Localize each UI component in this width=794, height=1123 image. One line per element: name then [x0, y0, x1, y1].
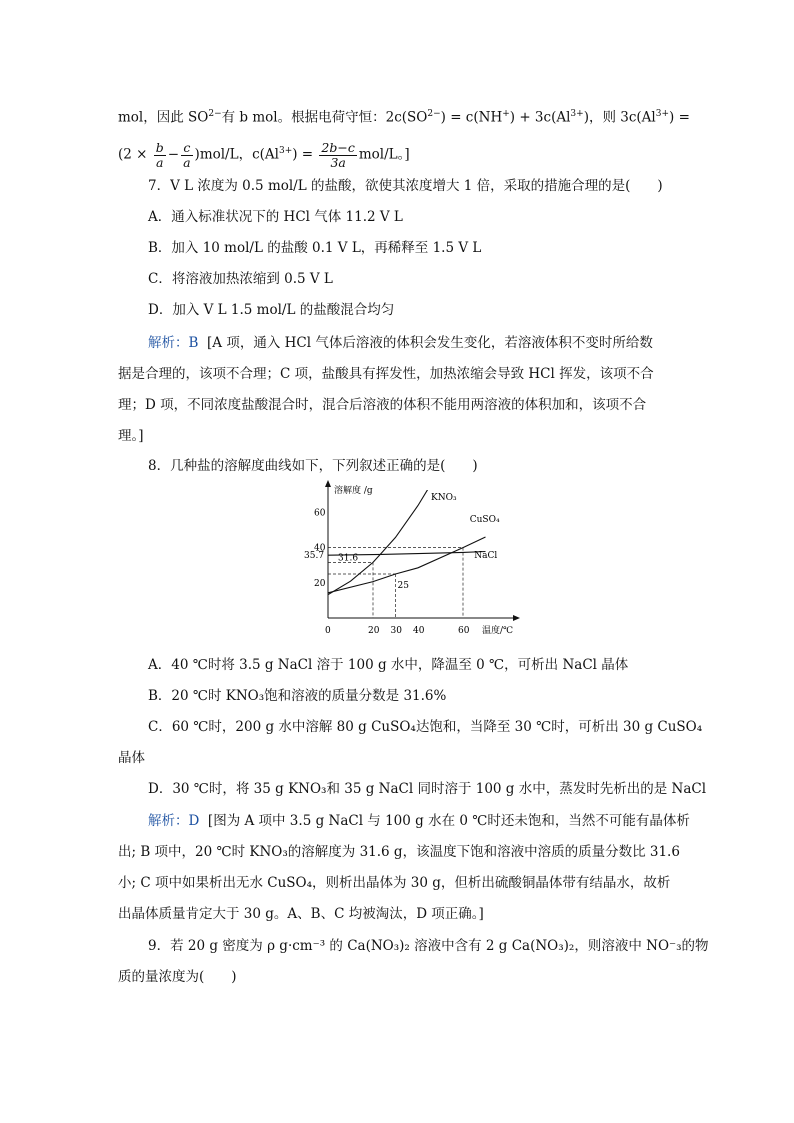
q7-option-a: A．通入标准状况下的 HCl 气体 11.2 V L — [148, 209, 403, 225]
x-axis-arrow — [513, 615, 520, 621]
fraction-numerator: b — [155, 139, 164, 155]
series-label-cuso4: CuSO₄ — [469, 515, 500, 525]
intro-text: ) = — [292, 146, 314, 163]
solubility-chart — [300, 478, 530, 643]
q8-option-b: B．20 ℃时 KNO₃饱和溶液的质量分数是 31.6% — [148, 688, 447, 704]
y-tick-label: 60 — [314, 508, 326, 519]
q8-answer-line-1 — [148, 811, 690, 831]
q7-answer-line-2: 据是合理的，该项不合理；C 项，盐酸具有挥发性，加热浓缩会导致 HCl 挥发，该项不合 — [118, 366, 654, 382]
y-tick-label: 35.7 — [304, 551, 325, 562]
q8-option-a: A．40 ℃时将 3.5 g NaCl 溶于 100 g 水中，降温至 0 ℃，可析出 NaCl 晶体 — [148, 657, 629, 673]
fraction-denominator: 3a — [330, 154, 346, 170]
q8-option-d: D．30 ℃时，将 35 g KNO₃和 35 g NaCl 同时溶于 100 g 水中，蒸发时先析出的是 NaCl — [148, 781, 707, 797]
q7-answer-line-1 — [148, 333, 653, 353]
q8-answer-line-3: 小; C 项中如果析出无水 CuSO₄，则析出晶体为 30 g，但析出硫酸铜晶体带有结晶水，故析 — [118, 875, 671, 891]
q7-stem: 7．V L 浓度为 0.5 mol/L 的盐酸，欲使其浓度增大 1 倍，采取的措施合理的是( ) — [148, 178, 663, 194]
intro-line-2 — [118, 134, 410, 168]
y-axis-arrow — [325, 480, 331, 487]
annotation-25: 25 — [397, 581, 409, 591]
q8-answer-line-4: 出晶体质量肯定大于 30 g。A、B、C 均被淘汰，D 项正确。] — [118, 906, 484, 922]
q7-option-d: D．加入 V L 1.5 mol/L 的盐酸混合均匀 — [148, 302, 395, 318]
x-tick-label: 30 — [390, 626, 402, 636]
answer-label: 解析：D — [148, 813, 200, 829]
x-tick-label: 40 — [413, 626, 425, 636]
x-tick-label: 20 — [368, 626, 380, 636]
intro-text: ) + 3c(Al — [509, 109, 571, 126]
superscript: 2− — [208, 109, 222, 119]
q9-stem-line-2: 质的量浓度为( ) — [118, 969, 237, 985]
solubility-chart-svg — [300, 478, 530, 643]
fraction-c-a — [181, 141, 192, 170]
superscript: 3+ — [655, 109, 670, 119]
intro-text: 有 b mol。根据电荷守恒：2c(SO — [221, 109, 428, 126]
answer-label: 解析：B — [148, 335, 199, 351]
superscript: 3+ — [570, 109, 584, 119]
fraction-b-a — [154, 141, 166, 170]
superscript: 3+ — [278, 146, 293, 156]
y-axis-label: 溶解度 /g — [334, 486, 373, 496]
intro-text: )，则 3c(Al — [583, 109, 656, 126]
superscript: + — [502, 109, 510, 119]
fraction-result — [319, 141, 356, 170]
answer-text: [A 项，通入 HCl 气体后溶液的体积会发生变化，若溶液体积不变时所给数 — [207, 335, 653, 351]
q7-option-b: B．加入 10 mol/L 的盐酸 0.1 V L，再稀释至 1.5 V L — [148, 240, 482, 256]
intro-text: mol/L。] — [358, 146, 410, 163]
q8-option-c-cont: 晶体 — [118, 750, 145, 766]
fraction-numerator: 2b−c — [321, 139, 355, 155]
intro-text: ) = — [669, 109, 690, 126]
intro-text: mol，因此 SO — [118, 109, 209, 126]
intro-text: (2 × — [118, 146, 148, 163]
answer-text: [图为 A 项中 3.5 g NaCl 与 100 g 水在 0 ℃时还未饱和，当然不可能有晶体析 — [207, 813, 690, 829]
fraction-numerator: c — [181, 141, 192, 156]
series-label-kno3: KNO₃ — [431, 493, 457, 503]
q7-answer-line-3: 理；D 项，不同浓度盐酸混合时，混合后溶液的体积不能用两溶液的体积加和，该项不合 — [118, 397, 647, 413]
intro-line-1 — [118, 104, 690, 128]
q7-answer-line-4: 理。] — [118, 428, 144, 444]
q8-answer-line-2: 出; B 项中，20 ℃时 KNO₃的溶解度为 31.6 g，该温度下饱和溶液中溶质的质量分数比 31.6 — [118, 844, 680, 860]
y-tick-label: 40 — [314, 543, 326, 554]
fraction-denominator: a — [183, 154, 191, 170]
intro-text: ) = c(NH — [440, 109, 503, 126]
x-tick-label: 0 — [325, 626, 331, 636]
q9-stem-line-1: 9．若 20 g 密度为 ρ g·cm⁻³ 的 Ca(NO₃)₂ 溶液中含有 2 g Ca(NO₃)₂，则溶液中 NO⁻₃的物 — [148, 938, 709, 954]
q7-option-c: C．将溶液加热浓缩到 0.5 V L — [148, 271, 333, 287]
x-axis-label: 温度/℃ — [482, 626, 514, 636]
q8-option-c: C．60 ℃时，200 g 水中溶解 80 g CuSO₄达饱和，当降至 30 ℃时，可析出 30 g CuSO₄ — [148, 719, 703, 735]
superscript: 2− — [427, 109, 441, 119]
annotation-31-6: 31.6 — [338, 553, 359, 564]
q8-stem: 8．几种盐的溶解度曲线如下，下列叙述正确的是( ) — [148, 458, 478, 474]
fraction-denominator: a — [156, 154, 164, 170]
intro-text: )mol/L，c(Al — [194, 146, 279, 163]
series-label-nacl: NaCl — [474, 551, 498, 562]
x-tick-label: 60 — [458, 626, 470, 636]
minus-sign: − — [167, 146, 180, 163]
y-tick-label: 20 — [314, 578, 326, 589]
